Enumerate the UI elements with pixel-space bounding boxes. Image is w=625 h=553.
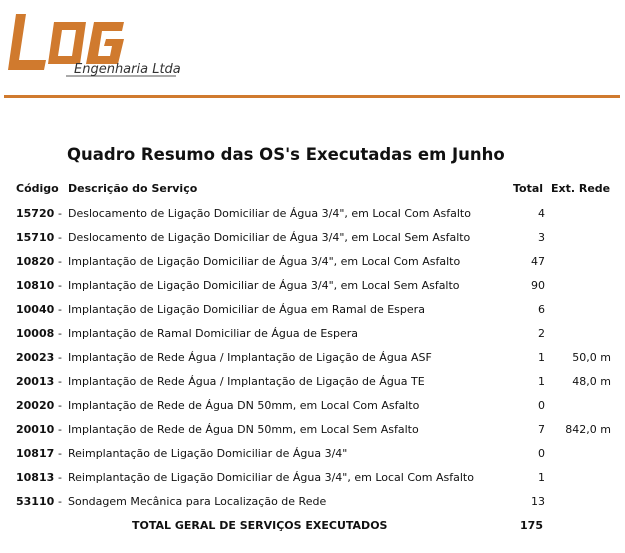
- table-row: [0, 443, 625, 465]
- row-total: 7: [538, 423, 545, 436]
- table-row: [0, 491, 625, 513]
- summary-row: [0, 516, 625, 536]
- table-row: [0, 467, 625, 489]
- row-total: 3: [538, 231, 545, 244]
- row-total: 1: [538, 471, 545, 484]
- row-description: Reimplantação de Ligação Domiciliar de Água 3/4": [68, 447, 348, 460]
- table-row: [0, 419, 625, 441]
- row-separator: -: [58, 399, 62, 412]
- row-description: Deslocamento de Ligação Domiciliar de Água 3/4", em Local Com Asfalto: [68, 207, 471, 220]
- row-total: 0: [538, 399, 545, 412]
- row-separator: -: [58, 423, 62, 436]
- table-row: [0, 203, 625, 225]
- row-description: Implantação de Rede Água / Implantação de Ligação de Água TE: [68, 375, 425, 388]
- company-name: Engenharia Ltda: [74, 62, 181, 77]
- row-ext-rede: 48,0 m: [572, 375, 611, 388]
- row-separator: -: [58, 447, 62, 460]
- row-total: 6: [538, 303, 545, 316]
- row-code: 20010: [16, 423, 55, 436]
- row-total: 13: [531, 495, 545, 508]
- row-total: 90: [531, 279, 545, 292]
- row-separator: -: [58, 303, 62, 316]
- row-code: 10820: [16, 255, 55, 268]
- row-description: Reimplantação de Ligação Domiciliar de Água 3/4", em Local Com Asfalto: [68, 471, 474, 484]
- row-separator: -: [58, 207, 62, 220]
- row-description: Implantação de Rede Água / Implantação de Ligação de Água ASF: [68, 351, 432, 364]
- company-logo: [6, 8, 181, 83]
- row-separator: -: [58, 351, 62, 364]
- row-description: Implantação de Rede de Água DN 50mm, em Local Com Asfalto: [68, 399, 420, 412]
- row-description: Implantação de Ligação Domiciliar de Água 3/4", em Local Com Asfalto: [68, 255, 461, 268]
- column-header-total: Total: [513, 182, 544, 195]
- row-code: 10813: [16, 471, 55, 484]
- row-code: 20023: [16, 351, 55, 364]
- header-divider: [4, 95, 620, 98]
- row-code: 15720: [16, 207, 55, 220]
- row-separator: -: [58, 279, 62, 292]
- row-description: Implantação de Ramal Domiciliar de Água de Espera: [68, 327, 359, 340]
- table-row: [0, 347, 625, 369]
- row-total: 1: [538, 375, 545, 388]
- grand-total-value: 175: [520, 519, 543, 532]
- row-code: 10817: [16, 447, 55, 460]
- row-separator: -: [58, 327, 62, 340]
- row-ext-rede: 50,0 m: [572, 351, 611, 364]
- row-code: 10008: [16, 327, 55, 340]
- summary-label: TOTAL GERAL DE SERVIÇOS EXECUTADOS: [132, 519, 388, 532]
- row-code: 53110: [16, 495, 55, 508]
- row-separator: -: [58, 471, 62, 484]
- row-total: 4: [538, 207, 545, 220]
- row-separator: -: [58, 375, 62, 388]
- row-total: 2: [538, 327, 545, 340]
- row-code: 20020: [16, 399, 55, 412]
- table-row: [0, 323, 625, 345]
- row-separator: -: [58, 255, 62, 268]
- table-row: [0, 275, 625, 297]
- table-row: [0, 395, 625, 417]
- row-code: 10810: [16, 279, 55, 292]
- column-header-code: Código: [16, 182, 59, 195]
- table-row: [0, 227, 625, 249]
- table-row: [0, 371, 625, 393]
- row-description: Implantação de Ligação Domiciliar de Água 3/4", em Local Sem Asfalto: [68, 279, 460, 292]
- row-description: Implantação de Rede de Água DN 50mm, em Local Sem Asfalto: [68, 423, 419, 436]
- page-title: Quadro Resumo das OS's Executadas em Junho: [67, 145, 505, 164]
- row-ext-rede: 842,0 m: [565, 423, 611, 436]
- row-code: 15710: [16, 231, 55, 244]
- row-total: 47: [531, 255, 545, 268]
- table-row: [0, 299, 625, 321]
- report-header: [0, 0, 625, 100]
- row-code: 10040: [16, 303, 55, 316]
- row-code: 20013: [16, 375, 55, 388]
- row-separator: -: [58, 231, 62, 244]
- row-separator: -: [58, 495, 62, 508]
- row-total: 0: [538, 447, 545, 460]
- row-description: Implantação de Ligação Domiciliar de Água em Ramal de Espera: [68, 303, 425, 316]
- table-row: [0, 251, 625, 273]
- row-total: 1: [538, 351, 545, 364]
- column-header-ext-rede: Ext. Rede: [551, 182, 611, 195]
- column-header-description: Descrição do Serviço: [68, 182, 198, 195]
- row-description: Deslocamento de Ligação Domiciliar de Água 3/4", em Local Sem Asfalto: [68, 231, 471, 244]
- row-description: Sondagem Mecânica para Localização de Rede: [68, 495, 327, 508]
